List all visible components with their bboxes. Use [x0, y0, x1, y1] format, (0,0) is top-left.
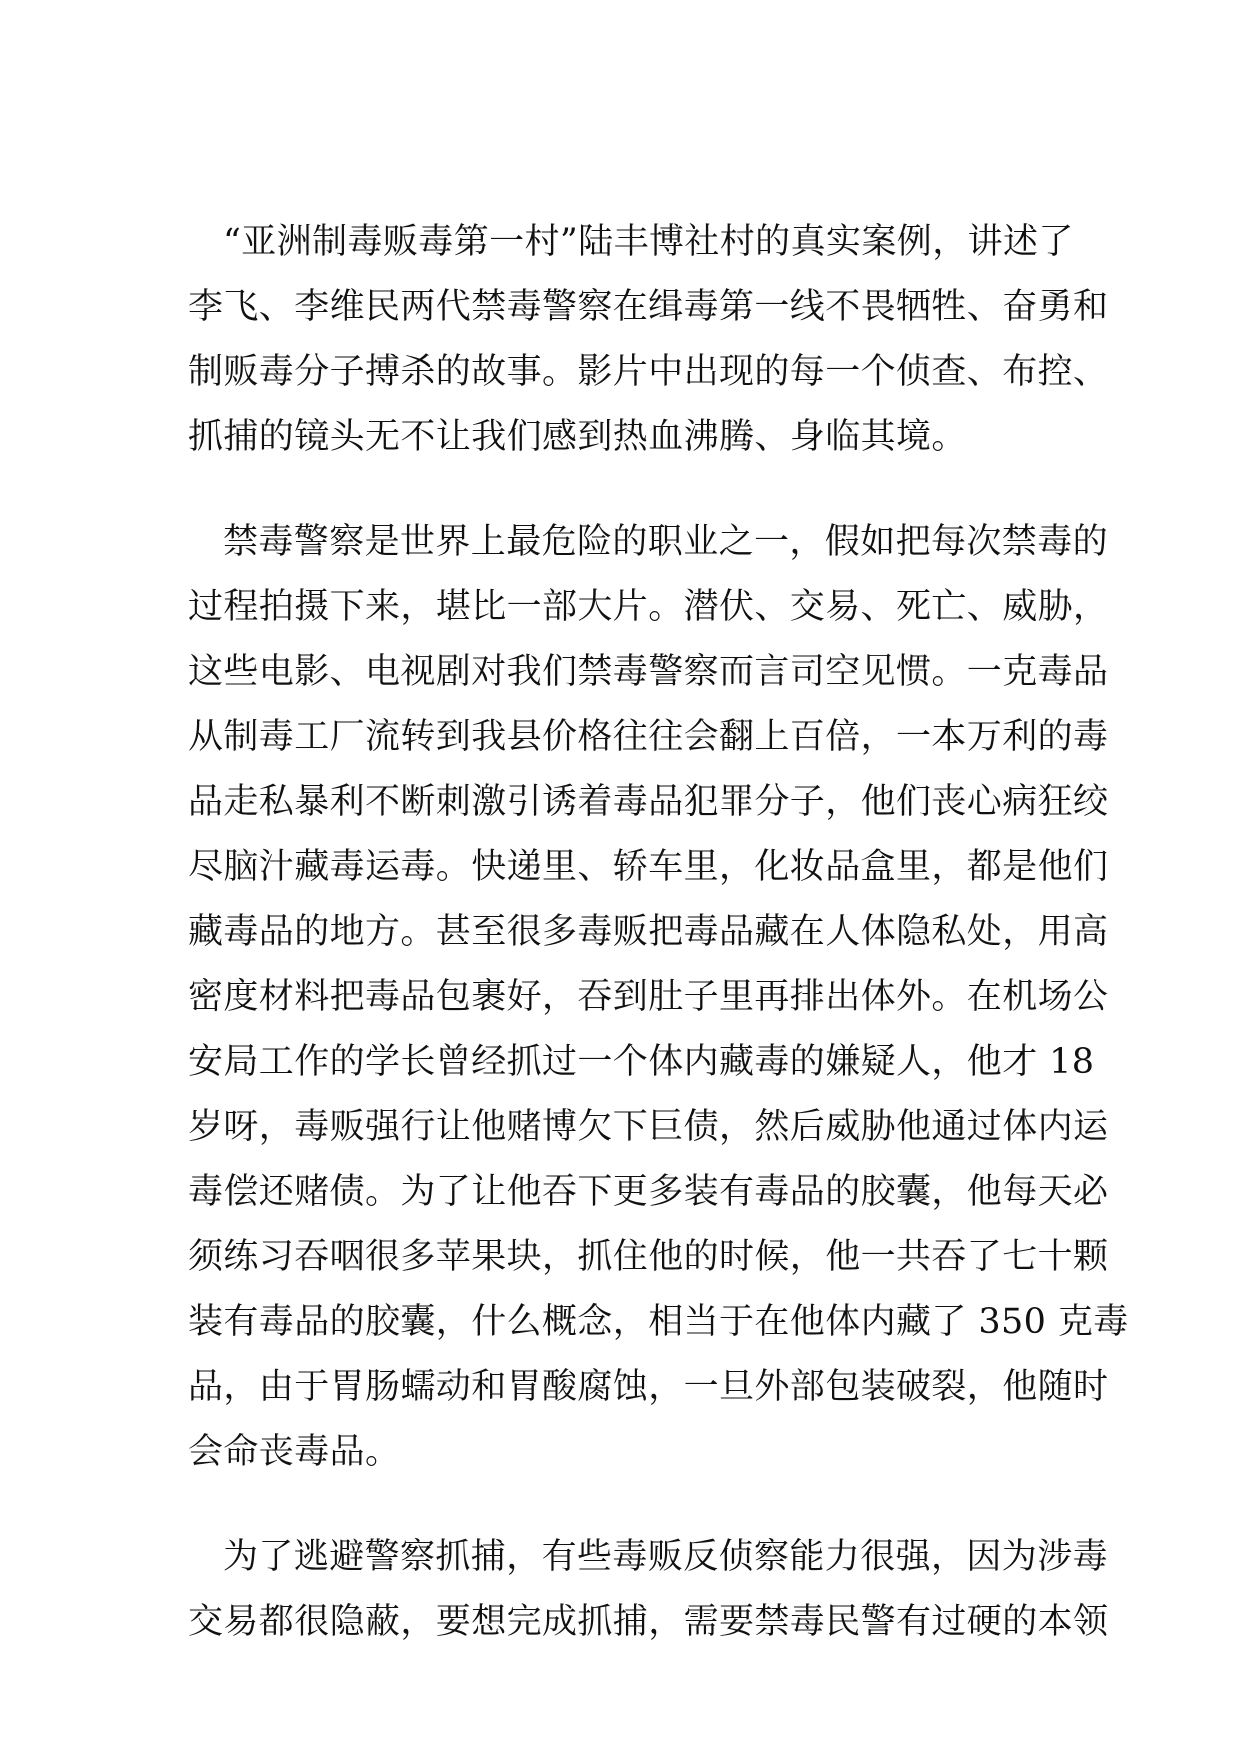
paragraph-2-line-7: 藏毒品的地方。甚至很多毒贩把毒品藏在人体隐私处，用高: [188, 912, 1109, 952]
paragraph-2-line-13: 装有毒品的胶囊，什么概念，相当于在他体内藏了 350 克毒: [188, 1302, 1129, 1342]
paragraph-1-line-2: 李飞、李维民两代禁毒警察在缉毒第一线不畏牺牲、奋勇和: [188, 287, 1109, 327]
paragraph-2-line-10: 岁呀，毒贩强行让他赌博欠下巨债，然后威胁他通过体内运: [188, 1107, 1109, 1147]
paragraph-2-line-6: 尽脑汁藏毒运毒。快递里、轿车里，化妆品盒里，都是他们: [188, 847, 1109, 887]
paragraph-1-line-4: 抓捕的镜头无不让我们感到热血沸腾、身临其境。: [188, 417, 967, 457]
paragraph-2-line-5: 品走私暴利不断刺激引诱着毒品犯罪分子，他们丧心病狂绞: [188, 782, 1109, 822]
paragraph-2-line-3: 这些电影、电视剧对我们禁毒警察而言司空见惯。一克毒品: [188, 652, 1109, 692]
paragraph-2-line-11: 毒偿还赌债。为了让他吞下更多装有毒品的胶囊，他每天必: [188, 1172, 1109, 1212]
paragraph-1-line-3: 制贩毒分子搏杀的故事。影片中出现的每一个侦查、布控、: [188, 352, 1109, 392]
paragraph-2-line-9: 安局工作的学长曾经抓过一个体内藏毒的嫌疑人，他才 18: [188, 1042, 1095, 1082]
paragraph-2-line-1: 禁毒警察是世界上最危险的职业之一，假如把每次禁毒的: [223, 522, 1109, 562]
paragraph-2-line-15: 会命丧毒品。: [188, 1432, 401, 1472]
paragraph-2-line-4: 从制毒工厂流转到我县价格往往会翻上百倍，一本万利的毒: [188, 717, 1109, 757]
paragraph-3-line-1: 为了逃避警察抓捕，有些毒贩反侦察能力很强，因为涉毒: [223, 1537, 1109, 1577]
paragraph-2-line-12: 须练习吞咽很多苹果块，抓住他的时候，他一共吞了七十颗: [188, 1237, 1109, 1277]
paragraph-3-line-2: 交易都很隐蔽，要想完成抓捕，需要禁毒民警有过硬的本领: [188, 1602, 1109, 1642]
paragraph-2-line-8: 密度材料把毒品包裹好，吞到肚子里再排出体外。在机场公: [188, 977, 1109, 1017]
paragraph-2-line-2: 过程拍摄下来，堪比一部大片。潜伏、交易、死亡、威胁，: [188, 587, 1109, 627]
paragraph-2-line-14: 品，由于胃肠蠕动和胃酸腐蚀，一旦外部包装破裂，他随时: [188, 1367, 1109, 1407]
paragraph-1-line-1: “亚洲制毒贩毒第一村”陆丰博社村的真实案例，讲述了: [223, 222, 1074, 262]
